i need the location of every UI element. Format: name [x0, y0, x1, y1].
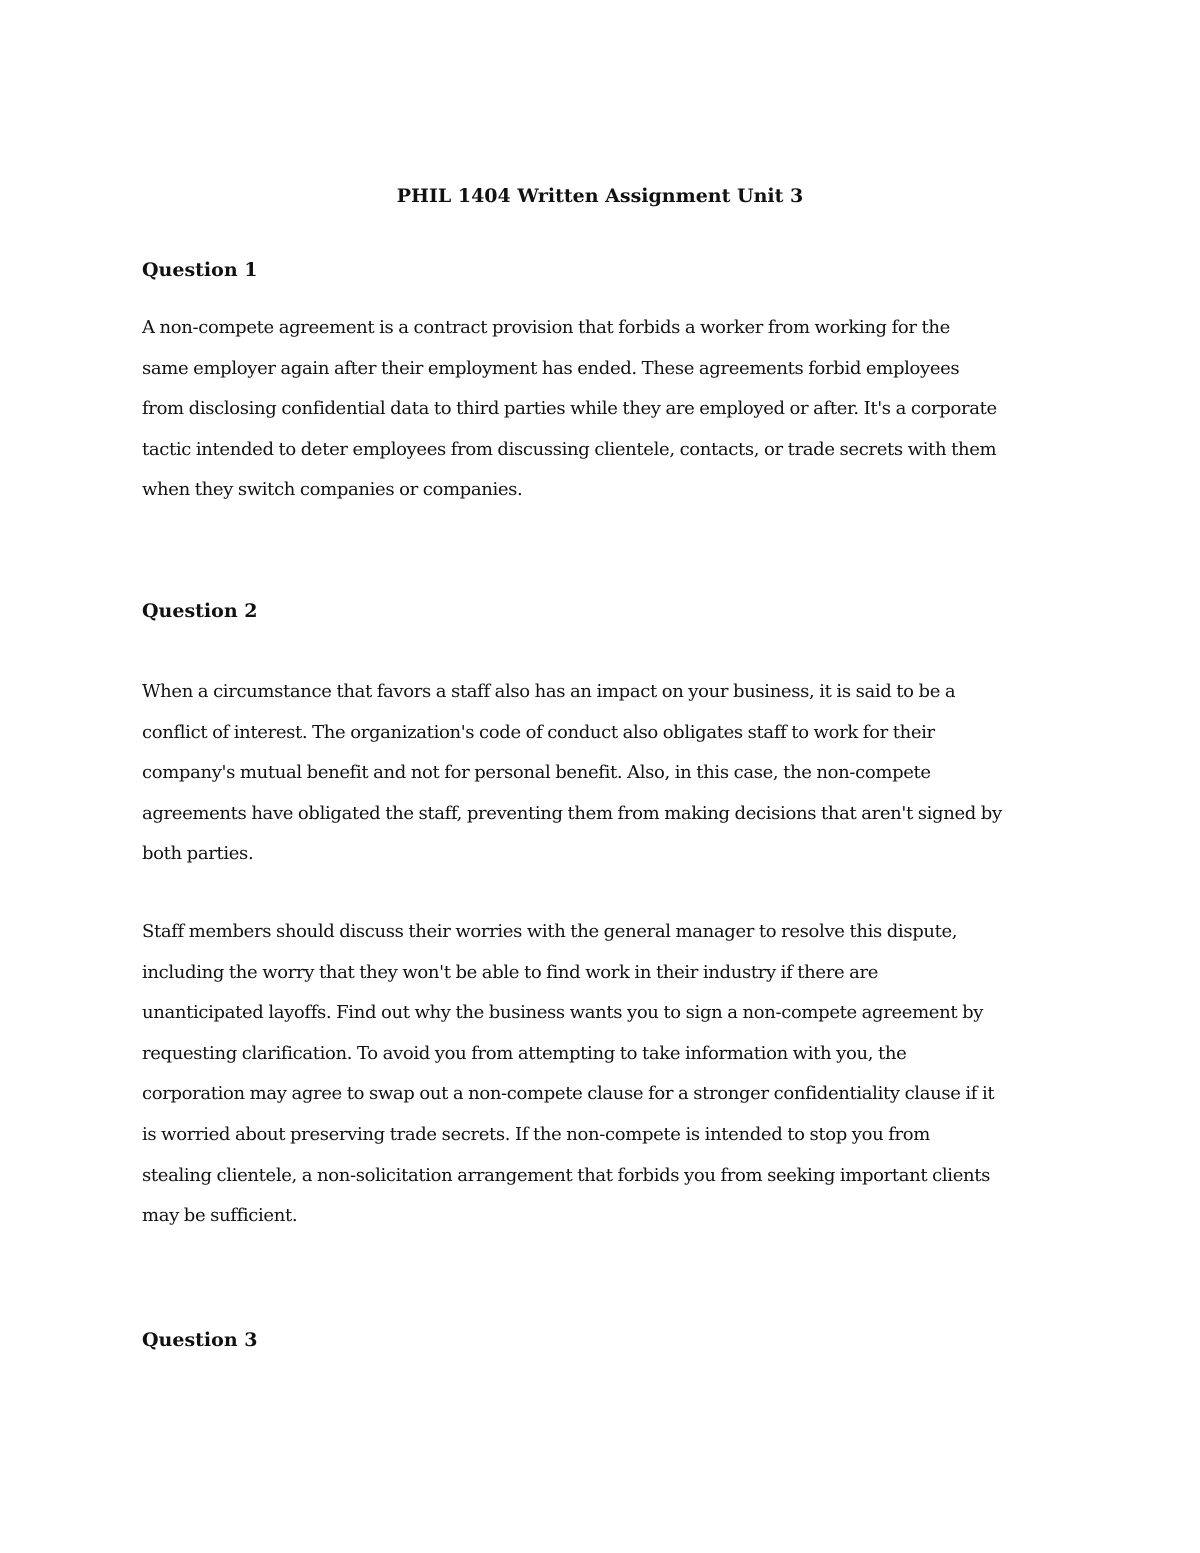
paragraph-line: from disclosing confidential data to third parties while they are employed or after. It's a corporate	[142, 398, 997, 420]
paragraph-line: stealing clientele, a non-solicitation arrangement that forbids you from seeking important clients	[142, 1164, 991, 1186]
paragraph-line: When a circumstance that favors a staff also has an impact on your business, it is said to be a	[142, 681, 956, 702]
paragraph-line: unanticipated layoffs. Find out why the business wants you to sign a non-compete agreement by	[142, 1002, 984, 1024]
paragraph-line: both parties.	[142, 843, 254, 865]
paragraph-line: same employer again after their employment has ended. These agreements forbid employees	[142, 357, 960, 379]
question-2-paragraph-1	[142, 672, 1064, 875]
paragraph-line: agreements have obligated the staff, preventing them from making decisions that aren't signed by	[142, 802, 1002, 824]
paragraph-line: A non-compete agreement is a contract provision that forbids a worker from working for the	[142, 317, 950, 338]
paragraph-line: conflict of interest. The organization's code of conduct also obligates staff to work for their	[142, 721, 935, 743]
question-1-heading: Question 1	[142, 259, 258, 281]
paragraph-line: may be sufficient.	[142, 1205, 298, 1227]
paragraph-line: when they switch companies or companies.	[142, 479, 523, 501]
paragraph-line: company's mutual benefit and not for personal benefit. Also, in this case, the non-compete	[142, 762, 931, 784]
paragraph-line: is worried about preserving trade secrets. If the non-compete is intended to stop you from	[142, 1123, 930, 1145]
question-3-heading: Question 3	[142, 1329, 258, 1351]
document-title: PHIL 1404 Written Assignment Unit 3	[396, 185, 804, 207]
paragraph-line: including the worry that they won't be able to find work in their industry if there are	[142, 961, 879, 983]
paragraph-line: corporation may agree to swap out a non-compete clause for a stronger confidentiality clause if it	[142, 1083, 995, 1105]
paragraph-line: Staff members should discuss their worries with the general manager to resolve this dispute,	[142, 921, 958, 942]
question-2-heading: Question 2	[142, 600, 258, 622]
question-1-paragraph	[142, 308, 1064, 511]
paragraph-line: tactic intended to deter employees from discussing clientele, contacts, or trade secrets with them	[142, 438, 997, 460]
paragraph-line: requesting clarification. To avoid you from attempting to take information with you, the	[142, 1042, 907, 1064]
question-2-paragraph-2	[142, 912, 1064, 1237]
